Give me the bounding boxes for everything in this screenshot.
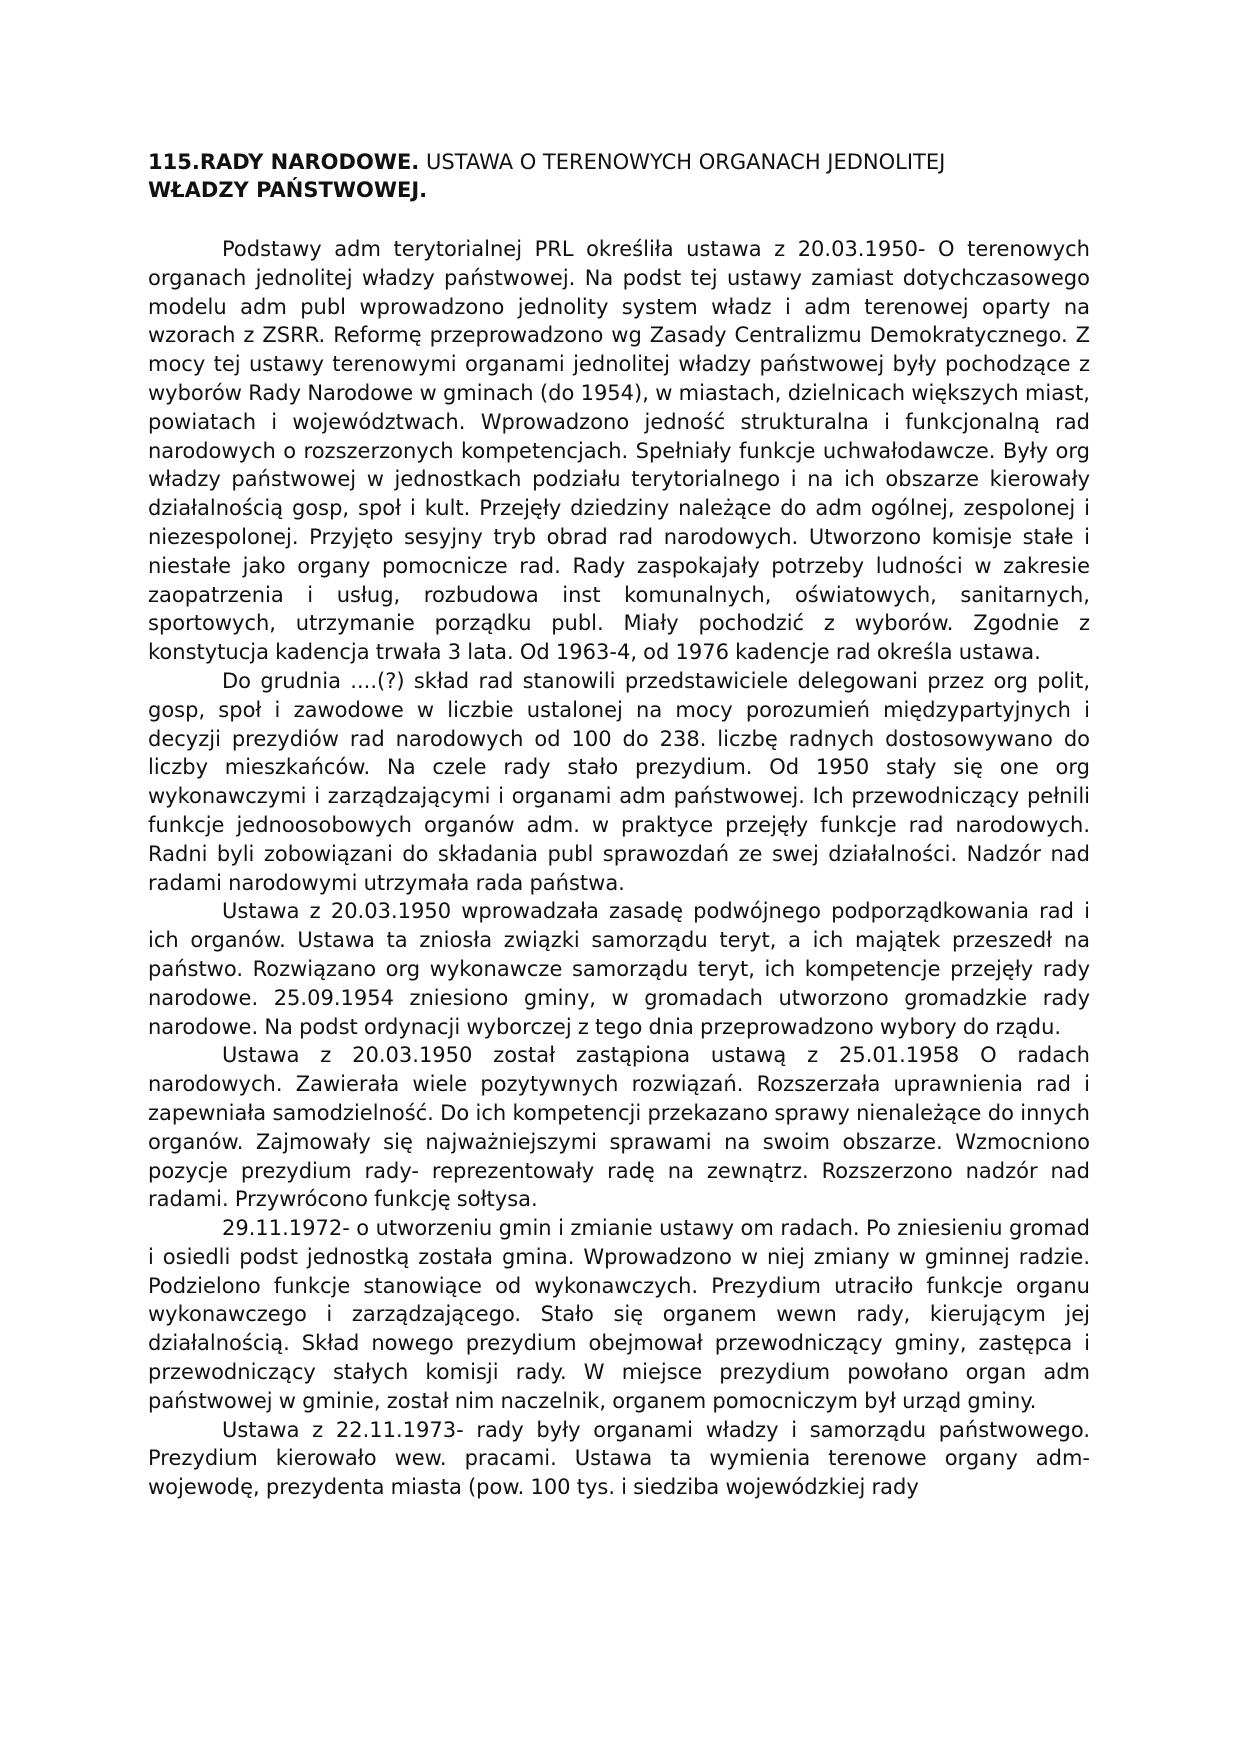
title-bold-part: 115.RADY NARODOWE.	[148, 150, 420, 174]
paragraph-1: Podstawy adm terytorialnej PRL określiła ustawa z 20.03.1950- O terenowych organach jednolitej władzy państwowej. Na podst tej ustawy zamiast dotychczasowego modelu adm publ wprowadzono jednolity system władz i adm terenowej oparty na wzorach z ZSRR. Reformę przeprowadzono wg Zasady Centralizmu Demokratycznego. Z mocy tej ustawy terenowymi organami jednolitej władzy państwowej były pochodzące z wyborów Rady Narodowe w gminach (do 1954), w miastach, dzielnicach większych miast, powiatach i województwach. Wprowadzono jedność strukturalna i funkcjonalną rad narodowych o rozszerzonych kompetencjach. Spełniały funkcje uchwałodawcze. Były org władzy państwowej w jednostkach podziału terytorialnego i na ich obszarze kierowały działalnością gosp, społ i kult. Przejęły dziedziny należące do adm ogólnej, zespolonej i niezespolonej. Przyjęto sesyjny tryb obrad rad narodowych. Utworzono komisje stałe i niestałe jako organy pomocnicze rad. Rady zaspokajały potrzeby ludności w zakresie zaopatrzenia i usług, rozbudowa inst komunalnych, oświatowych, sanitarnych, sportowych, utrzymanie porządku publ. Miały pochodzić z wyborów. Zgodnie z konstytucja kadencja trwała 3 lata. Od 1963-4, od 1976 kadencje rad określa ustawa.	[148, 237, 1090, 665]
title-regular-part: USTAWA O TERENOWYCH ORGANACH JEDNOLITEJ	[419, 150, 946, 174]
paragraph-6: Ustawa z 22.11.1973- rady były organami władzy i samorządu państwowego. Prezydium kierowało wew. pracami. Ustawa ta wymienia terenowe organy adm- wojewodę, prezydenta miasta (pow. 100 tys. i siedziba wojewódzkiej rady	[148, 1417, 1090, 1500]
document-title	[148, 148, 1090, 204]
paragraph-5: 29.11.1972- o utworzeniu gmin i zmianie ustawy om radach. Po zniesieniu gromad i osiedli podst jednostką została gmina. Wprowadzono w niej zmiany w gminnej radzie. Podzielono funkcje stanowiące od wykonawczych. Prezydium utraciło funkcje organu wykonawczego i zarządzającego. Stało się organem wewn rady, kierującym jej działalnością. Skład nowego prezydium obejmował przewodniczący gminy, zastępca i przewodniczący stałych komisji rady. W miejsce prezydium powołano organ adm państwowej w gminie, został nim naczelnik, organem pomocniczym był urząd gminy.	[148, 1216, 1090, 1413]
title-line-2: WŁADZY PAŃSTWOWEJ.	[148, 178, 428, 202]
paragraph-2: Do grudnia ....(?) skład rad stanowili przedstawiciele delegowani przez org polit, gosp, społ i zawodowe w liczbie ustalonej na mocy porozumień międzypartyjnych i decyzji prezydiów rad narodowych od 100 do 238. liczbę radnych dostosowywano do liczby mieszkańców. Na czele rady stało prezydium. Od 1950 stały się one org wykonawczymi i zarządzającymi i organami adm państwowej. Ich przewodniczący pełnili funkcje jednoosobowych organów adm. w praktyce przejęły funkcje rad narodowych. Radni byli zobowiązani do składania publ sprawozdań ze swej działalności. Nadzór nad radami narodowymi utrzymała rada państwa.	[148, 668, 1090, 895]
paragraph-3: Ustawa z 20.03.1950 wprowadzała zasadę podwójnego podporządkowania rad i ich organów. Ustawa ta zniosła związki samorządu teryt, a ich majątek przeszedł na państwo. Rozwiązano org wykonawcze samorządu teryt, ich kompetencje przejęły rady narodowe. 25.09.1954 zniesiono gminy, w gromadach utworzono gromadzkie rady narodowe. Na podst ordynacji wyborczej z tego dnia przeprowadzono wybory do rządu.	[148, 899, 1090, 1039]
paragraph-4: Ustawa z 20.03.1950 został zastąpiona ustawą z 25.01.1958 O radach narodowych. Zawierała wiele pozytywnych rozwiązań. Rozszerzała uprawnienia rad i zapewniała samodzielność. Do ich kompetencji przekazano sprawy nienależące do innych organów. Zajmowały się najważniejszymi sprawami na swoim obszarze. Wzmocniono pozycje prezydium rady- reprezentowały radę na zewnątrz. Rozszerzono nadzór nad radami. Przywrócono funkcję sołtysa.	[148, 1043, 1090, 1212]
document-body	[148, 148, 1090, 1502]
